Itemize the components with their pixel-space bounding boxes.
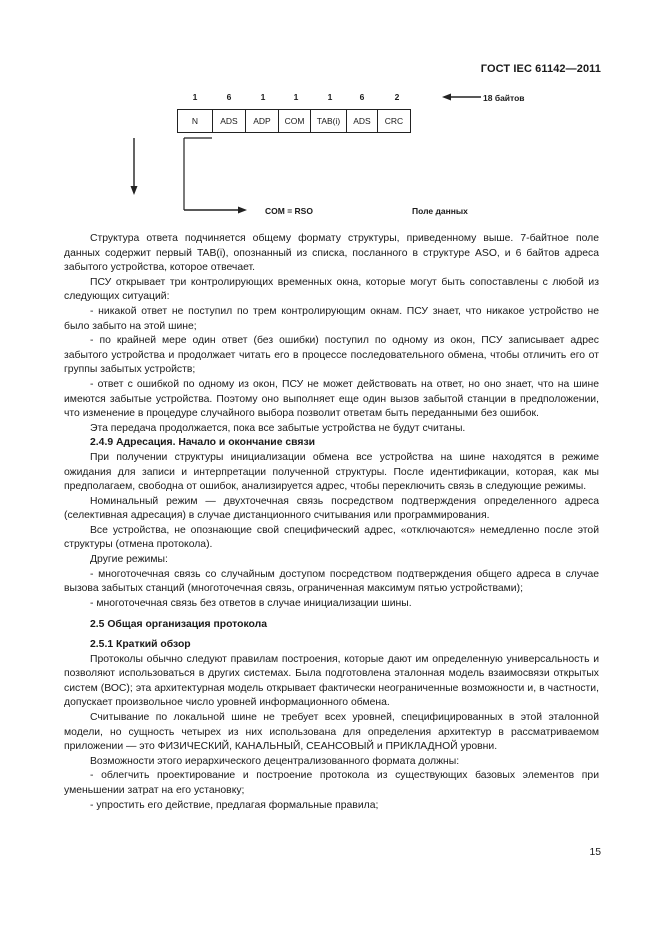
byte-count-ads: 6 (226, 92, 232, 102)
list-item-simplify-operation: - упростить его действие, предлагая формальные правила; (90, 799, 379, 811)
field-tab: TAB(i) (311, 110, 347, 132)
section-heading-2-5: 2.5 Общая организация протокола (90, 619, 267, 631)
down-arrow-head (131, 186, 138, 195)
total-bytes-arrow-head (442, 94, 451, 101)
section-heading-2-5-1: 2.5.1 Краткий обзор (90, 639, 191, 651)
field-ads-2: ADS (347, 110, 378, 132)
paragraph-response-structure: Структура ответа подчиняется общему формату структуры, приведенному выше. 7-байтное поле данных содержит первый TAB(i), опознанный из списка, посланного в структуре ASO, и 6 байтов адреса забытого устройства, которое отвечает. (64, 233, 599, 274)
list-item-facilitate-design: - облегчить проектирование и построение протокола из существующих базовых элементов при уменьшении затрат на его установку; (64, 770, 599, 796)
paragraph-control-windows: ПСУ открывает три контролирующих временных окна, которые могут быть сопоставлены с любой из следующих ситуаций: (64, 276, 599, 303)
paragraph-protocols: Протоколы обычно следуют правилам построения, которые дают им определенную универсальность и позволяют использоваться в других системах. Была подготовлена эталонная модель взаимосвязи открытых систем (ВОС); эта архитектурная модель открывает фактически неограниченные возможности и, в частности, допускает произвольное число уровней информационного обмена. (64, 653, 599, 709)
paragraph-nominal-mode: Номинальный режим — двухточечная связь посредством подтверждения определенного адреса (селективная адресация) в случае дистанционного считывания или программирования. (64, 495, 599, 522)
list-item-no-response: - никакой ответ не поступил по трем контролирующим окнам. ПСУ знает, что никакое устройство не было забыто на этой шине; (64, 305, 599, 332)
paragraph-local-bus-reading: Считывание по локальной шине не требует всех уровней, специфицированных в этой эталонной модели, но сущность четырех из них использована для определения архитектур в рассматриваемом приложении — это ФИЗИЧЕСКИЙ, КАНАЛЬНЫЙ, СЕАНСОВЫЙ и ПРИКЛАДНОЙ уровни. (64, 712, 599, 753)
frame-structure-diagram (0, 0, 661, 240)
paragraph-transmission-continues: Эта передача продолжается, пока все забытые устройства не будут считаны. (90, 422, 466, 434)
field-crc: CRC (384, 116, 404, 126)
standard-header: ГОСТ IEC 61142—2011 (480, 63, 601, 75)
list-item-multipoint-random: - многоточечная связь со случайным доступом посредством подтверждения общего адреса в случае вызова забытых станций (многоточечная связь, ограниченная максимум пятью устройствами); (64, 568, 599, 595)
com-arrow-head (238, 207, 247, 214)
frame-fields-box (177, 109, 411, 133)
section-heading-2-4-9: 2.4.9 Адресация. Начало и окончание связи (90, 437, 316, 449)
paragraph-capabilities: Возможности этого иерархического децентрализованного формата должны: (90, 755, 460, 767)
field-ads: ADS (213, 110, 246, 132)
body-text (64, 232, 599, 813)
byte-count-com: 1 (293, 92, 299, 102)
paragraph-disconnect: Все устройства, не опознающие свой специфический адрес, «отключаются» немедленно после этой структуры (отмена протокола). (64, 524, 599, 551)
list-item-multipoint-no-response: - многоточечная связь без ответов в случае инициализации шины. (90, 597, 412, 609)
byte-count-n: 1 (192, 92, 198, 102)
com-rso-label: COM = RSO (265, 206, 313, 216)
data-field-label: Поле данных (412, 206, 468, 216)
page-number: 15 (589, 847, 601, 858)
list-item-error-response: - ответ с ошибкой по одному из окон, ПСУ не может действовать на ответ, но оно знает, что на шине имеются забытые устройства. Поэтому оно выполняет еще один вызов забытой станции в предположении, что изменение в процедуре случайного выбора позволит ответам быть переданными без ошибок. (64, 378, 599, 420)
byte-count-tab: 1 (327, 92, 333, 102)
total-bytes-label: 18 байтов (483, 93, 525, 103)
field-n: N (178, 110, 213, 132)
field-com: COM (279, 110, 311, 132)
field-adp: ADP (246, 110, 279, 132)
paragraph-initialization: При получении структуры инициализации обмена все устройства на шине находятся в режиме ожидания для записи и интерпретации полученной структуры. После идентификации, которая, как мы предполагаем, свободна от ошибок, анализируется адрес, чтобы переключить связь в следующие режимы. (64, 451, 599, 493)
byte-count-ads-2: 6 (359, 92, 365, 102)
paragraph-other-modes: Другие режимы: (90, 554, 168, 566)
list-item-one-response: - по крайней мере один ответ (без ошибки) поступил по одному из окон, ПСУ записывает адрес забытого устройства и продолжает читать его в процессе последовательного обмена, чтобы отличить его от группы забытых устройств; (64, 335, 599, 376)
byte-count-adp: 1 (260, 92, 266, 102)
byte-count-crc: 2 (394, 92, 400, 102)
